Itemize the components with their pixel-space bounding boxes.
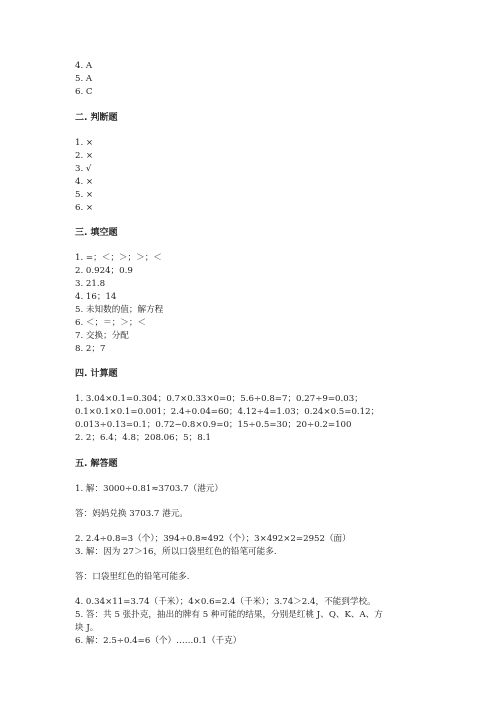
calc-line-1: 1. 3.04×0.1=0.304；0.7×0.33×0=0；5.6÷0.8=7；0.27÷9=0.03； [75,394,363,404]
choice-answer-5: 5. A [75,74,93,84]
fill-answer-3: 3. 21.8 [75,279,106,289]
fill-answer-6: 6. ＜；＝；＞；＜ [75,318,147,328]
answer-line-6: 4. 0.34×11=3.74（千米）；4×0.6=2.4（千米）；3.74＞2.4，不能到学校。 [75,597,376,607]
judge-answer-6: 6. × [75,203,94,213]
judge-answer-2: 2. × [75,151,94,161]
fill-answer-2: 2. 0.924；0.9 [75,266,133,276]
section-judge-heading: 二. 判断题 [75,113,118,123]
answer-line-7: 5. 答：共 5 张扑克，抽出的牌有 5 种可能的结果，分别是红桃 J、Q、K、A、方 [75,610,383,620]
answer-line-5: 答：口袋里红色的铅笔可能多. [75,572,190,582]
answer-line-4: 3. 解：因为 27＞16，所以口袋里红色的铅笔可能多. [75,547,277,557]
answer-line-2: 答：妈妈兑换 3703.7 港元。 [75,509,188,519]
calc-line-2: 0.1×0.1×0.1=0.001；2.4÷0.04=60；4.12÷4=1.03；0.24×0.5=0.12； [75,407,380,417]
answer-line-1: 1. 解：3000÷0.81≈3703.7（港元） [75,484,223,494]
choice-answer-6: 6. C [75,87,93,97]
fill-answer-8: 8. 2；7 [75,344,106,354]
section-answer-heading: 五. 解答题 [75,459,118,469]
calc-line-3: 0.013÷0.13=0.1；0.72−0.8×0.9=0；15÷0.5=30；20÷0.2=100 [75,420,352,430]
judge-answer-1: 1. × [75,138,94,148]
section-fill-heading: 三. 填空题 [75,228,118,238]
answer-line-9: 6. 解：2.5÷0.4=6（个）……0.1（千克） [75,636,242,646]
calc-line-4: 2. 2；6.4；4.8；208.06；5；8.1 [75,433,211,443]
judge-answer-4: 4. × [75,177,94,187]
choice-answer-4: 4. A [75,61,93,71]
fill-answer-4: 4. 16；14 [75,292,117,302]
fill-answer-5: 5. 未知数的值；解方程 [75,305,164,315]
answer-line-3: 2. 2.4÷0.8=3（个）；394÷0.8≈492（个）；3×492×2=2952（面） [75,534,351,544]
section-calc-heading: 四. 计算题 [75,369,118,379]
answer-line-8: 块 J。 [75,623,99,633]
judge-answer-5: 5. × [75,190,94,200]
fill-answer-1: 1. =；＜；＞；＞；＜ [75,253,162,263]
judge-answer-3: 3. √ [75,164,92,174]
fill-answer-7: 7. 交换；分配 [75,331,129,341]
